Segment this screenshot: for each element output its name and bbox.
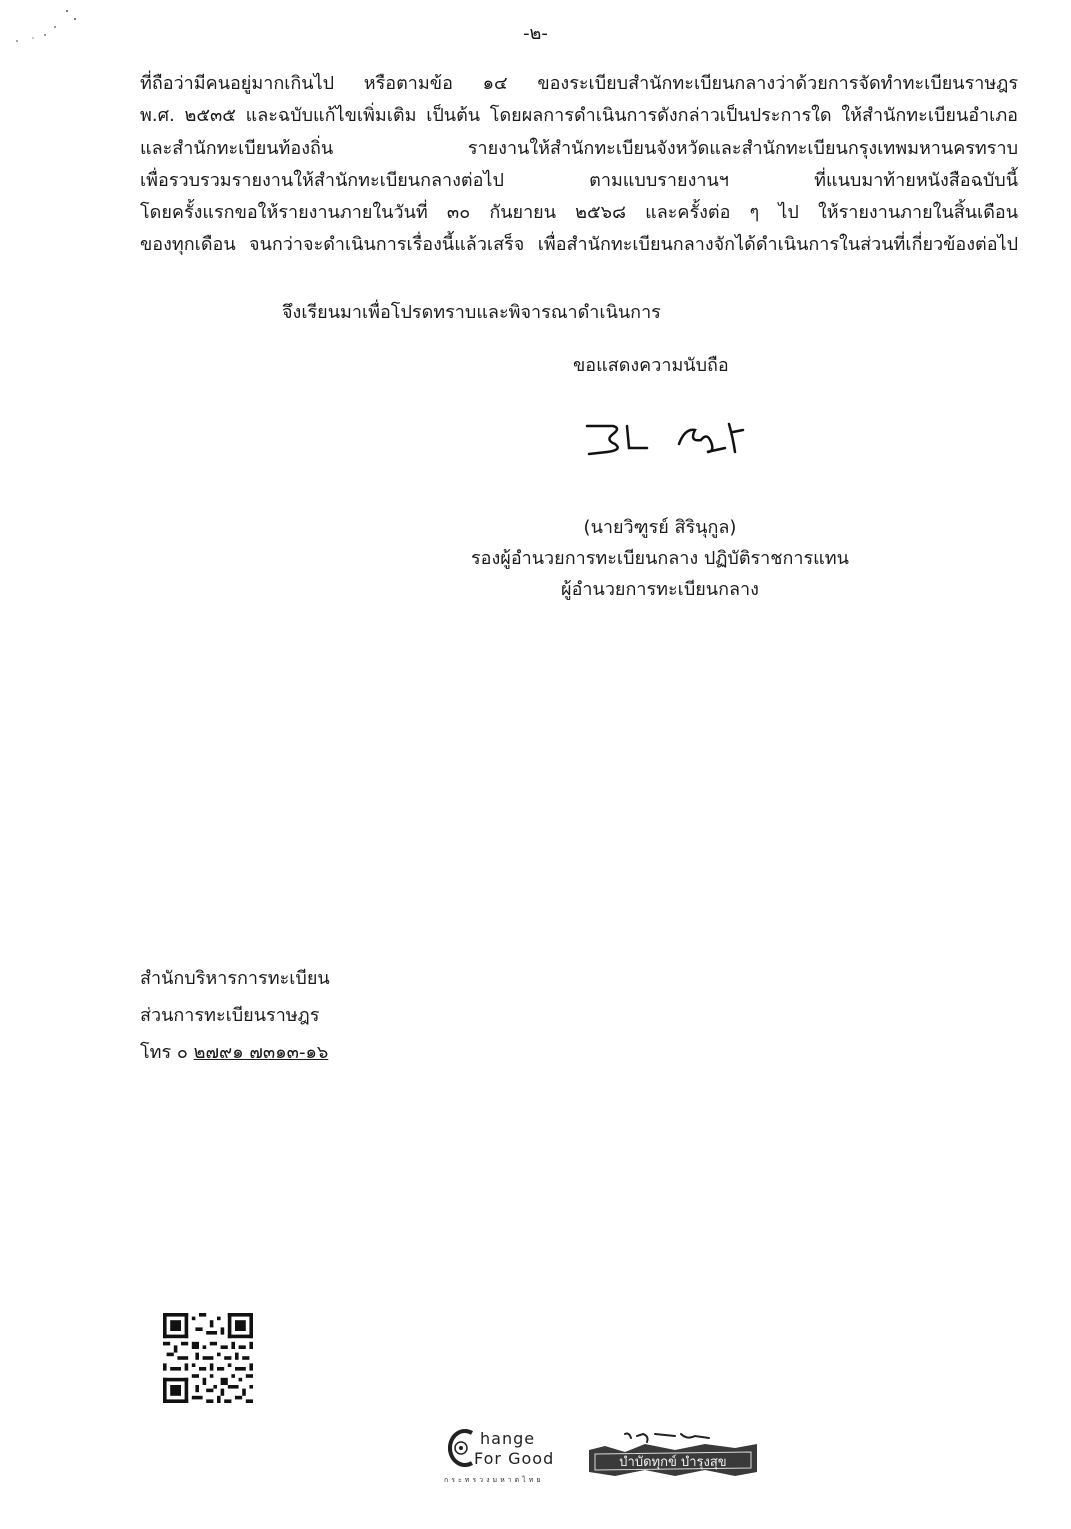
handwritten-signature	[583, 418, 753, 463]
signer-name: (นายวิฑูรย์ สิรินุกูล)	[583, 517, 737, 538]
change-for-good-subtitle: กระทรวงมหาดไทย	[444, 1476, 544, 1484]
office-department: สำนักบริหารการทะเบียน	[140, 968, 330, 989]
body-line-6: ของทุกเดือน จนกว่าจะดำเนินการเรื่องนี้แล้วเสร็จ เพื่อสำนักทะเบียนกลางจักได้ดำเนินการในส่วนที่เกี่ยวข้องต่อไป	[140, 234, 1018, 256]
change-for-good-line2: For Good	[474, 1449, 555, 1468]
body-line-3: และสำนักทะเบียนท้องถิ่น รายงานให้สำนักทะเบียนจังหวัดและสำนักทะเบียนกรุงเทพมหานครทราบ	[140, 137, 1018, 159]
signer-position: รองผู้อำนวยการทะเบียนกลาง ปฏิบัติราชการแทน	[471, 548, 849, 569]
page-number: -๒-	[523, 23, 548, 44]
body-line-1: ที่ถือว่ามีคนอยู่มากเกินไป หรือตามข้อ ๑๔ ของระเบียบสำนักทะเบียนกลางว่าด้วยการจัดทำทะเบียนราษฎร	[140, 73, 1018, 94]
phone-number: ๒๗๙๑ ๗๓๑๓-๑๖	[193, 1042, 329, 1063]
body-paragraph	[140, 68, 1018, 262]
body-line-2: พ.ศ. ๒๕๓๕ และฉบับแก้ไขเพิ่มเติม เป็นต้น โดยผลการดำเนินการดังกล่าวเป็นประการใด ให้สำนักทะเบียนอำเภอ	[140, 105, 1018, 127]
stamp-text: บำบัดทุกข์ บำรุงสุข	[619, 1455, 727, 1470]
change-for-good-logo	[442, 1425, 577, 1490]
complimentary-close: ขอแสดงความนับถือ	[573, 355, 729, 376]
change-for-good-emblem-icon	[444, 1427, 478, 1469]
qr-code	[163, 1313, 253, 1403]
body-line-4: เพื่อรวบรวมรายงานให้สำนักทะเบียนกลางต่อไป ตามแบบรายงานฯ ที่แนบมาท้ายหนังสือฉบับนี้	[140, 169, 1018, 191]
signer-on-behalf: ผู้อำนวยการทะเบียนกลาง	[561, 579, 759, 600]
change-for-good-line1: hange	[480, 1429, 536, 1448]
office-division: ส่วนการทะเบียนราษฎร	[140, 1005, 320, 1026]
ministry-motto-stamp	[585, 1430, 761, 1478]
office-contact	[140, 960, 330, 1071]
body-line-5: โดยครั้งแรกขอให้รายงานภายในวันที่ ๓๐ กันยายน ๒๕๖๘ และครั้งต่อ ๆ ไป ให้รายงานภายในสิ้นเดือน	[140, 202, 1018, 224]
office-phone	[140, 1034, 330, 1071]
closing-statement: จึงเรียนมาเพื่อโปรดทราบและพิจารณาดำเนินการ	[282, 302, 661, 323]
phone-label: โทร ๐	[140, 1042, 188, 1063]
signature-block	[440, 512, 880, 605]
